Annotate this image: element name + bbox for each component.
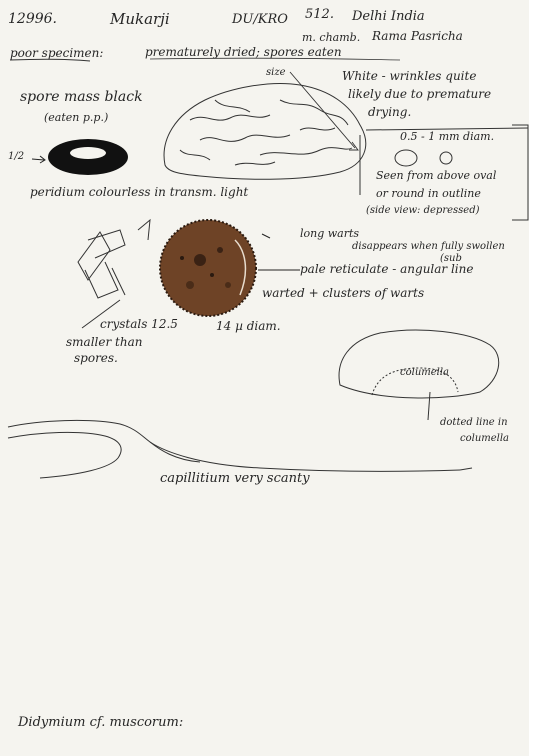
reticulate-note: pale reticulate - angular line	[300, 262, 474, 276]
crystals-diameter: 14 µ diam.	[216, 319, 281, 333]
columella-label: columella	[400, 367, 450, 378]
spore-mass-note: spore mass black	[20, 89, 143, 105]
wrinkled-sporangium-drawing	[164, 72, 366, 179]
spore-drawing	[160, 220, 300, 316]
long-warts-note: long warts	[300, 227, 360, 240]
outline-note-3: (side view: depressed)	[366, 205, 480, 216]
collector-person: Rama Pasricha	[372, 29, 463, 43]
collector-name: Mukarji	[110, 10, 170, 28]
warted-note: warted + clusters of warts	[262, 286, 425, 300]
capillitium-sketch	[8, 420, 472, 478]
white-note-1: White - wrinkles quite	[342, 69, 477, 83]
locality: Delhi India	[352, 9, 425, 24]
crystals-note: crystals 12.5	[100, 317, 178, 331]
white-note-2: likely due to premature	[348, 87, 492, 101]
disappears-note: disappears when fully swollen	[352, 241, 505, 252]
outline-note-1: Seen from above oval	[376, 169, 497, 182]
columella-note: columella	[460, 433, 510, 444]
remark-text: prematurely dried; spores eaten	[145, 45, 342, 59]
smaller-note: smaller than	[66, 335, 143, 349]
spores-note: spores.	[74, 351, 118, 365]
sub-note: (sub	[440, 253, 462, 264]
crystals-sketch	[78, 220, 150, 328]
dotted-line-note: dotted line in	[440, 417, 508, 428]
herbarium-code: DU/KRO	[232, 12, 288, 27]
outline-note-2: or round in outline	[376, 187, 481, 200]
specimen-number: 12996.	[8, 11, 57, 27]
species-name: Didymium cf. muscorum:	[18, 715, 184, 730]
capillitium-note: capillitium very scanty	[160, 471, 310, 486]
peridium-note: peridium colourless in transm. light	[30, 185, 249, 199]
eaten-note: (eaten p.p.)	[44, 111, 109, 124]
black-sporangium-drawing	[32, 139, 128, 175]
white-note-3: drying.	[368, 105, 412, 119]
size-note: size	[266, 67, 286, 78]
scale-note: 1/2	[8, 151, 25, 162]
collection-number: 512.	[305, 7, 334, 22]
diameter-note: 0.5 - 1 mm diam.	[400, 130, 495, 143]
remark-label: poor specimen:	[10, 46, 104, 60]
chamber: m. chamb.	[302, 31, 361, 44]
